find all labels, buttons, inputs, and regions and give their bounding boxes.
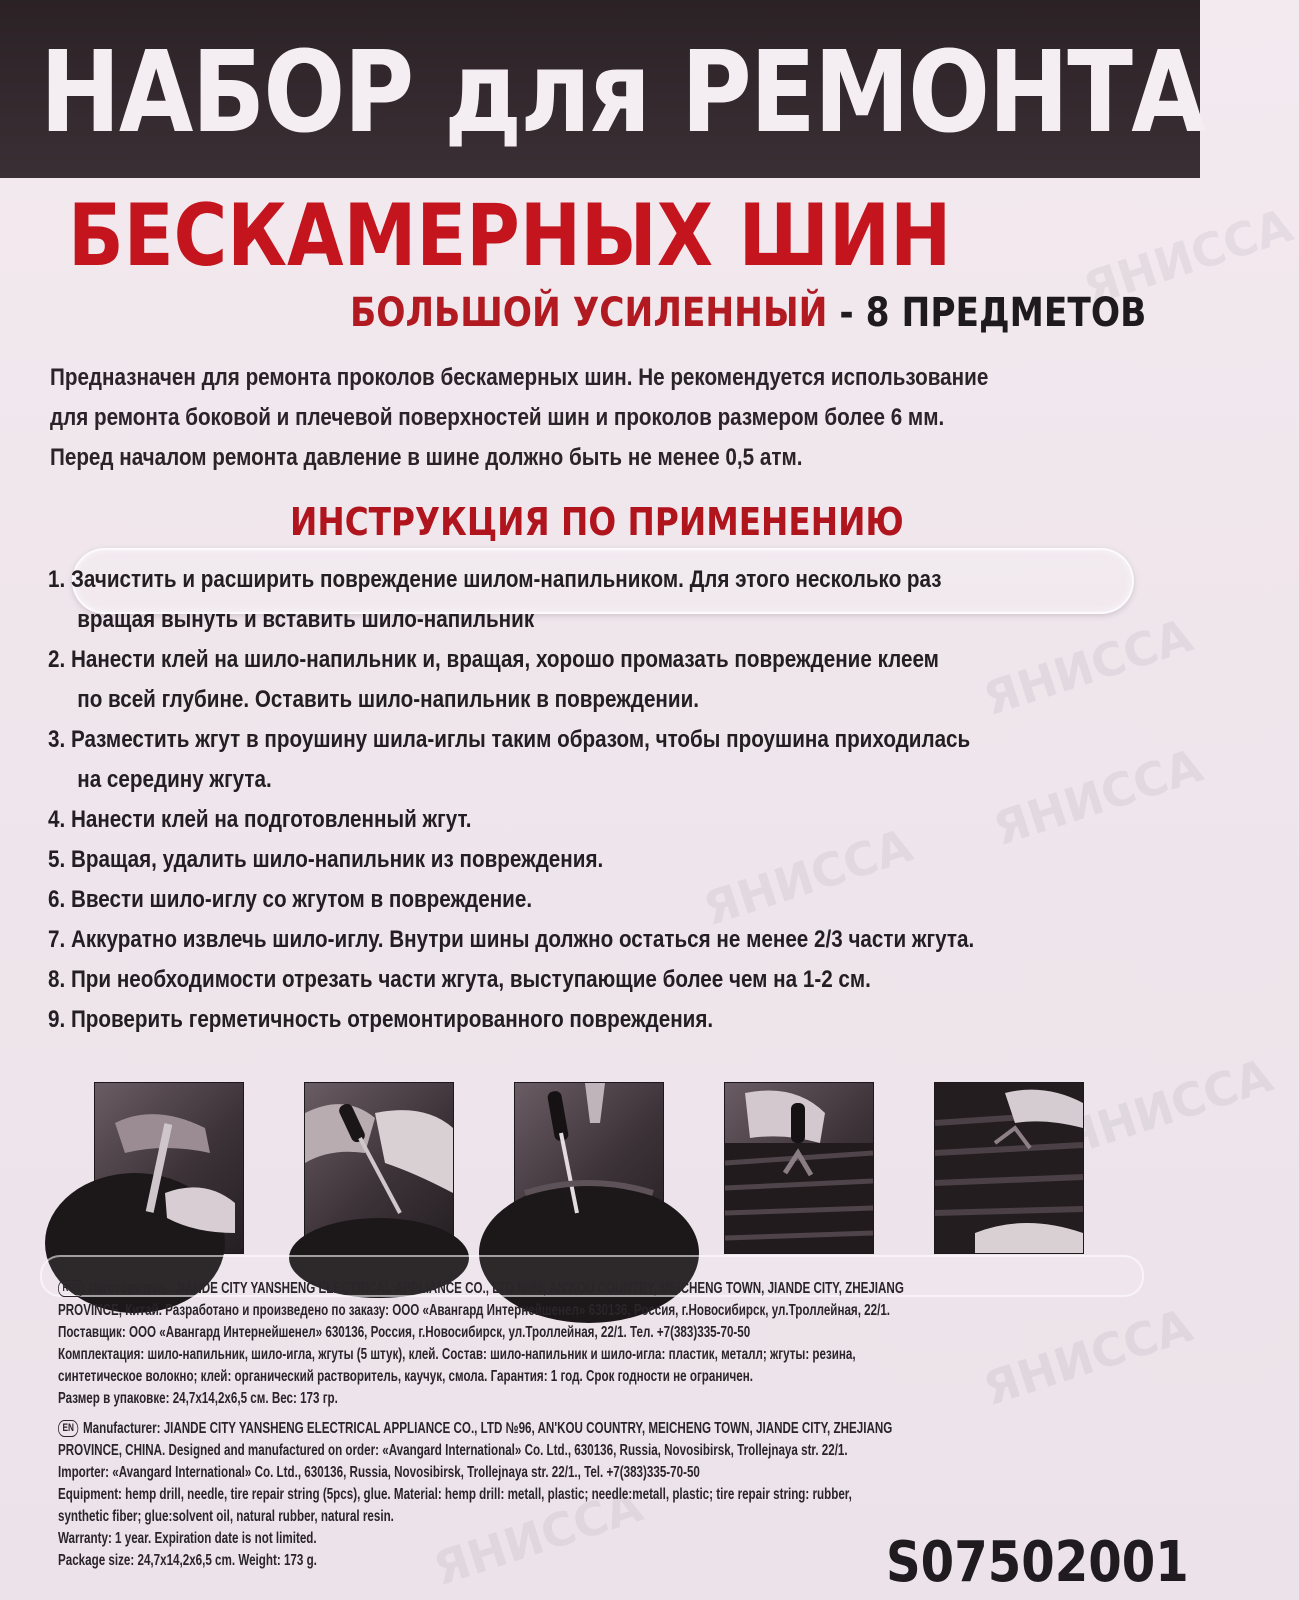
language-badge: RUS (58, 1280, 84, 1297)
instructions-list (48, 560, 1192, 1040)
watermark: ЯНИССА (426, 1478, 649, 1596)
step-number: 7. (48, 926, 66, 953)
instruction-step (48, 840, 1192, 880)
instructions-heading: ИНСТРУКЦИЯ ПО ПРИМЕНЕНИЮ (290, 500, 904, 544)
watermark: ЯНИССА (976, 1298, 1199, 1416)
step-number: 5. (48, 846, 66, 873)
step-text: При необходимости отрезать части жгута, выступающие более чем на 1-2 см. (70, 966, 871, 993)
step-text: Проверить герметичность отремонтированного повреждения. (70, 1006, 714, 1033)
sku-code: S07502001 (886, 1530, 1189, 1595)
instruction-step (48, 920, 1192, 960)
instruction-step (48, 880, 1192, 920)
watermark: ЯНИССА (976, 608, 1199, 726)
step-text-cont: вращая вынуть и вставить шило-напильник (77, 606, 535, 633)
page-title: НАБОР для РЕМОНТА (40, 28, 1205, 158)
plug-insertion-photo (724, 1082, 874, 1254)
step-text: Нанести клей на подготовленный жгут. (70, 806, 472, 833)
fine-print-line: Размер в упаковке: 24,7x14,2x6,5 см. Вес: 173 гр. (58, 1390, 338, 1407)
step-number: 4. (48, 806, 66, 833)
fine-print-line: Importer: «Avangard International» Co. Ltd., 630136, Russia, Novosibirsk, Trollejnaya str. 22/1., Tel. +7(383)335-70-50 (58, 1464, 700, 1481)
fine-print-line: synthetic fiber; glue:solvent oil, natural rubber, natural resin. (58, 1508, 394, 1525)
fine-print-line: EN Manufacturer: JIANDE CITY YANSHENG ELECTRICAL APPLIANCE CO., LTD №96, AN'KOU COUNTRY, MEICHENG TOWN, JIANDE CITY, ZHEJIANG (58, 1418, 1161, 1440)
watermark: ЯНИССА (1076, 198, 1299, 316)
step-number: 9. (48, 1006, 66, 1033)
intro-line: Предназначен для ремонта проколов бескамерных шин. Не рекомендуется использование (50, 364, 989, 391)
fine-print-line: Warranty: 1 year. Expiration date is not limited. (58, 1530, 317, 1547)
fine-print-line: Поставщик: ООО «Авангард Интернейшенел» 630136, Россия, г.Новосибирск, ул.Троллейная, 22/1. Тел. +7(383)335-70-50 (58, 1324, 751, 1341)
step-text: Ввести шило-иглу со жгутом в повреждение. (70, 886, 533, 913)
subtitle-size: БОЛЬШОЙ УСИЛЕННЫЙ (350, 290, 828, 336)
watermark: ЯНИССА (696, 818, 919, 936)
intro-line: Перед началом ремонта давление в шине должно быть не менее 0,5 атм. (50, 444, 803, 471)
instruction-step (48, 640, 1192, 720)
subtitle-count: - 8 ПРЕДМЕТОВ (827, 290, 1147, 336)
fine-print-line: Комплектация: шило-напильник, шило-игла, жгуты (5 штук), клей. Состав: шило-напильник и шило-игла: пластик, металл; жгуты: резина, (58, 1346, 856, 1363)
watermark: ЯНИССА (1056, 1048, 1279, 1166)
fine-print-line: Equipment: hemp drill, needle, tire repair string (5pcs), glue. Material: hemp drill: metall, plastic; needle:metall, plastic; tire repair string: rubber, (58, 1486, 852, 1503)
hands-with-tool-photo (304, 1082, 454, 1254)
fine-print-ru (58, 1278, 1161, 1410)
instruction-step (48, 800, 1192, 840)
step-text: Вращая, удалить шило-напильник из повреждения. (70, 846, 604, 873)
fine-print-line: PROVINCE, CHINA. Designed and manufactured on order: «Avangard International» Co. Ltd., 630136, Russia, Novosibirsk, Trollejnaya str. 22/1. (58, 1442, 848, 1459)
step-number: 6. (48, 886, 66, 913)
fine-print-line: синтетическое волокно; клей: органический растворитель, каучук, смола. Гарантия: 1 год. Срок годности не ограничен. (58, 1368, 753, 1385)
instruction-photos (94, 1082, 1084, 1252)
step-text: Аккуратно извлечь шило-иглу. Внутри шины должно остаться не менее 2/3 части жгута. (70, 926, 975, 953)
instruction-step (48, 560, 1192, 640)
fine-print-line: RUS Изготовитель: JIANDE CITY YANSHENG ELECTRICAL APPLIANCE CO., LTD №96, AN'KOU COUNTRY, MEICHENG TOWN, JIANDE CITY, ZHEJIANG (58, 1278, 1161, 1300)
step-text-cont: на середину жгута. (77, 766, 272, 793)
fine-print-line: PROVINCE, Китай. Разработано и произведено по заказу: ООО «Авангард Интернейшенел» 630136, Россия, г.Новосибирск, ул.Троллейная, 22/1. (58, 1302, 891, 1319)
fine-print-line: Package size: 24,7x14,2x6,5 cm. Weight: 173 g. (58, 1552, 317, 1569)
watermark: ЯНИССА (986, 738, 1209, 856)
intro-text (50, 358, 1168, 478)
step-number: 2. (48, 646, 66, 673)
instruction-step (48, 1000, 1192, 1040)
step-text: Зачистить и расширить повреждение шилом-напильником. Для этого несколько раз (70, 566, 942, 593)
intro-line: для ремонта боковой и плечевой поверхностей шин и проколов размером более 6 мм. (50, 404, 945, 431)
awl-in-tire-photo (94, 1082, 244, 1254)
instruction-step (48, 720, 1192, 800)
step-text: Разместить жгут в проушину шила-иглы таким образом, чтобы проушина приходилась (70, 726, 971, 753)
needle-in-tread-photo (514, 1082, 664, 1254)
step-text: Нанести клей на шило-напильник и, вращая, хорошо промазать повреждение клеем (70, 646, 939, 673)
page-title-line2: БЕСКАМЕРНЫХ ШИН (68, 186, 952, 286)
language-badge: EN (58, 1420, 78, 1437)
instruction-step (48, 960, 1192, 1000)
step-number: 1. (48, 566, 66, 593)
step-number: 8. (48, 966, 66, 993)
trimmed-plug-photo (934, 1082, 1084, 1254)
step-text-cont: по всей глубине. Оставить шило-напильник в повреждении. (77, 686, 700, 713)
product-subtitle (350, 288, 1146, 338)
step-number: 3. (48, 726, 66, 753)
